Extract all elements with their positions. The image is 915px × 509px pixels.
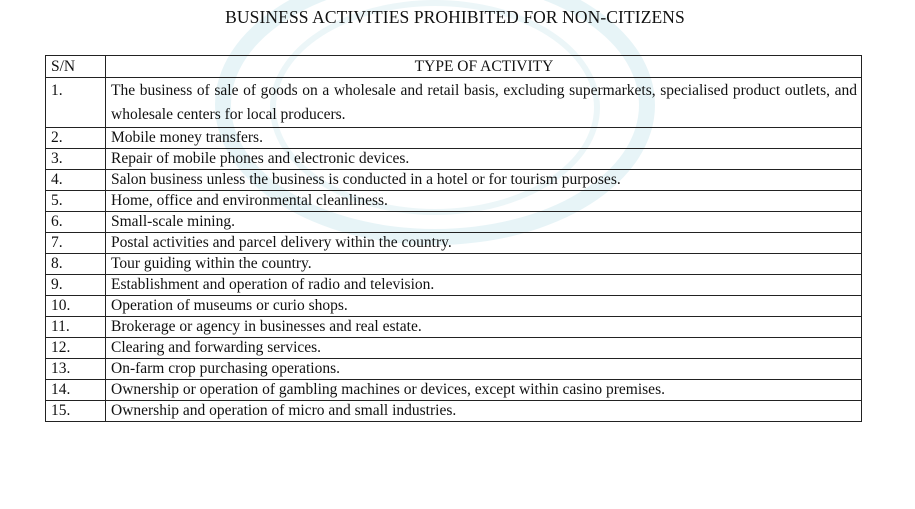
row-number: 13. <box>46 359 106 380</box>
table-row <box>46 254 862 275</box>
row-number: 1. <box>46 78 106 128</box>
table-row <box>46 275 862 296</box>
row-number: 4. <box>46 170 106 191</box>
table-row <box>46 380 862 401</box>
row-activity: The business of sale of goods on a wholesale and retail basis, excluding supermarkets, specialised product outlets, and wholesale centers for local producers. <box>106 78 862 128</box>
table-row <box>46 317 862 338</box>
row-activity: Ownership or operation of gambling machines or devices, except within casino premises. <box>106 380 862 401</box>
row-number: 5. <box>46 191 106 212</box>
table-row <box>46 296 862 317</box>
row-number: 15. <box>46 401 106 422</box>
row-number: 11. <box>46 317 106 338</box>
row-number: 8. <box>46 254 106 275</box>
row-activity: Small-scale mining. <box>106 212 862 233</box>
row-activity: Tour guiding within the country. <box>106 254 862 275</box>
table-header-row <box>46 56 862 78</box>
row-number: 12. <box>46 338 106 359</box>
table-row <box>46 170 862 191</box>
table-row <box>46 78 862 128</box>
row-activity: Salon business unless the business is conducted in a hotel or for tourism purposes. <box>106 170 862 191</box>
activities-table <box>45 55 862 422</box>
row-number: 10. <box>46 296 106 317</box>
table-row <box>46 191 862 212</box>
row-activity: Postal activities and parcel delivery within the country. <box>106 233 862 254</box>
table-row <box>46 359 862 380</box>
row-activity: On-farm crop purchasing operations. <box>106 359 862 380</box>
column-header-sn: S/N <box>46 56 106 78</box>
row-number: 14. <box>46 380 106 401</box>
row-activity: Brokerage or agency in businesses and real estate. <box>106 317 862 338</box>
row-number: 2. <box>46 128 106 149</box>
table-row <box>46 212 862 233</box>
row-activity: Ownership and operation of micro and small industries. <box>106 401 862 422</box>
column-header-activity: TYPE OF ACTIVITY <box>106 56 862 78</box>
row-number: 3. <box>46 149 106 170</box>
table-row <box>46 338 862 359</box>
table-row <box>46 128 862 149</box>
row-activity: Establishment and operation of radio and television. <box>106 275 862 296</box>
table-row <box>46 149 862 170</box>
row-number: 7. <box>46 233 106 254</box>
table-row <box>46 233 862 254</box>
row-activity: Mobile money transfers. <box>106 128 862 149</box>
document-title: BUSINESS ACTIVITIES PROHIBITED FOR NON-CITIZENS <box>225 7 685 27</box>
row-number: 6. <box>46 212 106 233</box>
row-activity: Operation of museums or curio shops. <box>106 296 862 317</box>
table-row <box>46 401 862 422</box>
row-number: 9. <box>46 275 106 296</box>
row-activity: Home, office and environmental cleanliness. <box>106 191 862 212</box>
row-activity: Clearing and forwarding services. <box>106 338 862 359</box>
row-activity: Repair of mobile phones and electronic devices. <box>106 149 862 170</box>
